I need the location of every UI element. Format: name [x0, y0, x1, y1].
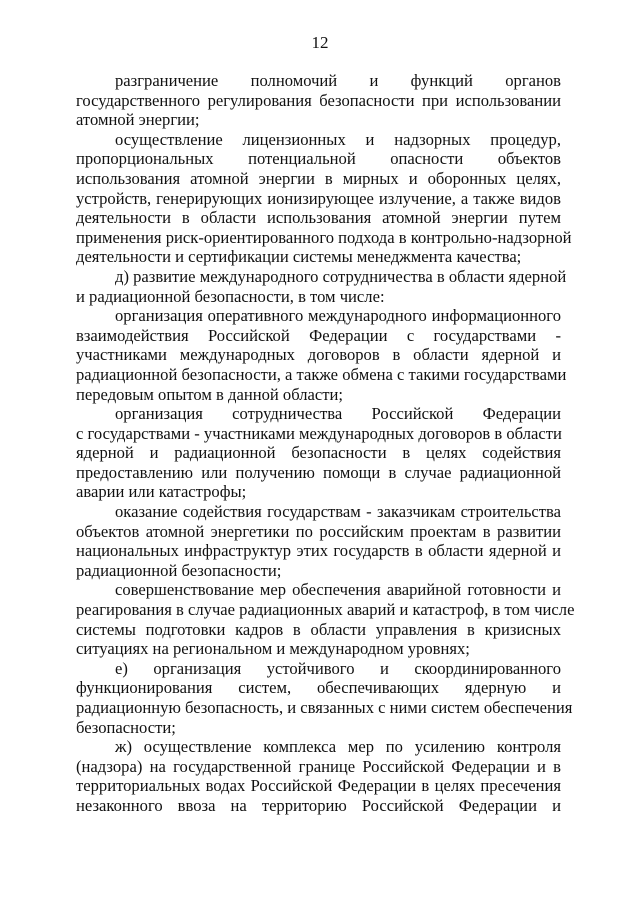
text-line: использования атомной энергии в мирных и оборонных целях, [76, 168, 561, 188]
text-line: территориальных водах Российской Федерации в целях пресечения [76, 776, 561, 796]
paragraph [76, 658, 573, 737]
text-line: применения риск-ориентированного подхода в контрольно-надзорной [76, 227, 572, 247]
text-line: функционирования систем, обеспечивающих ядерную и [76, 678, 561, 698]
text-line: деятельности и сертификации системы менеджмента качества; [76, 247, 522, 267]
text-line: системы подготовки кадров в области управления в кризисных [76, 619, 561, 639]
text-line: радиационную безопасность, и связанных с ними систем обеспечения [76, 698, 573, 717]
text-line: участниками международных договоров в области ядерной и [76, 345, 561, 365]
text-line: взаимодействия Российской Федерации с государствами - [76, 325, 561, 345]
text-line: атомной энергии; [76, 110, 200, 130]
paragraph [76, 266, 567, 306]
text-line: и радиационной безопасности, в том числе: [76, 286, 385, 306]
paragraph [76, 129, 572, 267]
text-line: с государствами - участниками международных договоров в области [76, 423, 562, 443]
text-line: д) развитие международного сотрудничества в области ядерной [115, 266, 567, 286]
text-line: ядерной и радиационной безопасности в целях содействия [76, 443, 561, 463]
text-line: организация оперативного международного информационного [115, 306, 561, 326]
text-line: реагирования в случае радиационных аварий и катастроф, в том числе [76, 600, 575, 620]
paragraph [76, 404, 561, 502]
text-line: радиационной безопасности, а также обмена с такими государствами [76, 364, 567, 384]
text-line: устройств, генерирующих ионизирующее излучение, а также видов [76, 188, 561, 208]
text-line: разграничение полномочий и функций органов [115, 71, 561, 90]
text-line: предоставлению или получению помощи в случае радиационной [76, 462, 561, 482]
document-body [76, 71, 575, 816]
text-line: ж) осуществление комплекса мер по усилению контроля [115, 737, 561, 757]
paragraph [76, 71, 561, 130]
page-number: 12 [311, 33, 329, 52]
text-line: объектов атомной энергетики по российским проектам в развитии [76, 521, 561, 541]
text-line: передовым опытом в данной области; [76, 384, 344, 404]
paragraph [76, 306, 567, 404]
text-line: оказание содействия государствам - заказчикам строительства [115, 502, 561, 522]
paragraph [76, 580, 575, 659]
text-line: безопасности; [76, 717, 176, 737]
text-line: пропорциональных потенциальной опасности объектов [76, 149, 561, 169]
text-line: деятельности в области использования атомной энергии путем [76, 208, 561, 228]
text-line: (надзора) на государственной границе Российской Федерации и в [76, 756, 561, 776]
text-line: государственного регулирования безопасности при использовании [76, 90, 561, 110]
text-line: национальных инфраструктур этих государств в области ядерной и [76, 541, 561, 561]
text-line: е) организация устойчивого и скоординированного [115, 658, 561, 678]
text-line: совершенствование мер обеспечения аварийной готовности и [115, 580, 561, 600]
paragraph [76, 502, 561, 580]
text-line: осуществление лицензионных и надзорных процедур, [115, 129, 561, 149]
text-line: ситуациях на региональном и международном уровнях; [76, 639, 470, 659]
text-line: аварии или катастрофы; [76, 482, 247, 502]
paragraph [76, 737, 561, 815]
text-line: незаконного ввоза на территорию Российской Федерации и [76, 795, 561, 815]
text-line: радиационной безопасности; [76, 560, 282, 580]
text-line: организация сотрудничества Российской Федерации [115, 404, 561, 424]
